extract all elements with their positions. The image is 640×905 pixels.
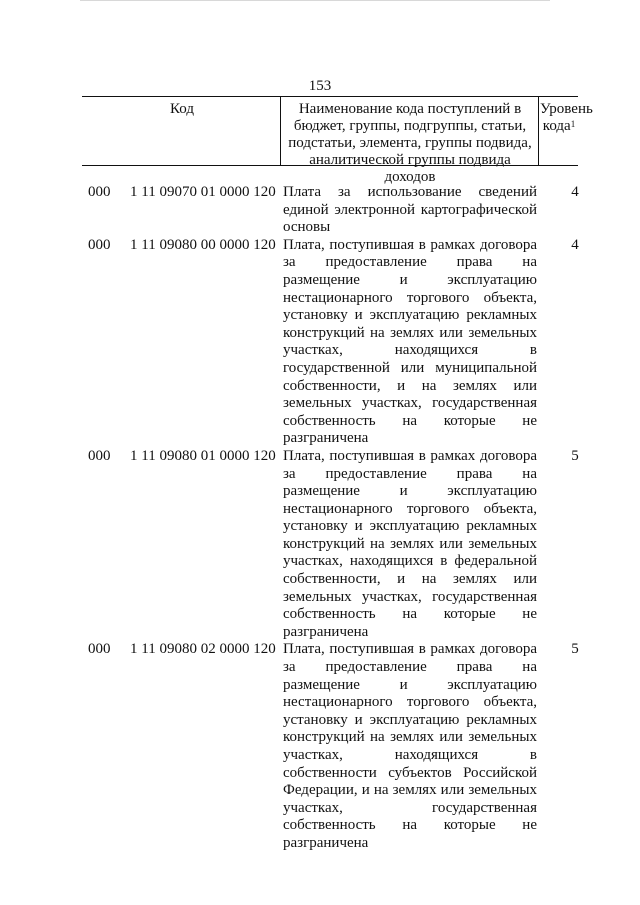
table-row: [0, 184, 640, 237]
row-level: 4: [571, 184, 579, 200]
header-divider: [538, 97, 539, 165]
page-number: 153: [308, 78, 332, 94]
row-code: 1 11 09080 01 0000 120: [130, 447, 276, 464]
header-level: [540, 101, 593, 135]
table-row: [0, 237, 640, 448]
row-name: Плата, поступившая в рамках договора за предоставление права на размещение и эксплуатацию нестационарного торгового объекта, установку и эксплуатацию рекламных конструкций на землях или земельных участках, находящихся в собственности субъектов Российской Федерации, и на землях или земельных участках, государственная собственность на которые не разграничена: [283, 641, 537, 851]
row-level: 4: [571, 236, 579, 253]
header-name: Наименование кода поступлений в бюджет, группы, подгруппы, статьи, подстатьи, элемента, группы подвида, аналитической группы подвида доходов: [288, 101, 532, 185]
row-prefix: 000: [88, 641, 111, 658]
row-level: 5: [571, 641, 579, 658]
table-row: [0, 448, 640, 642]
row-prefix: 000: [88, 236, 111, 253]
row-level: 5: [571, 447, 579, 464]
row-name: Плата, поступившая в рамках договора за предоставление права на размещение и эксплуатацию нестационарного торгового объекта, установку и эксплуатацию рекламных конструкций на землях или земельных участках, находящихся в федеральной собственности, и на землях или земельных участках, государственная собственность на которые не разграничена: [283, 447, 537, 640]
row-code: 1 11 09080 02 0000 120: [130, 641, 276, 658]
scan-top-rule: [80, 0, 550, 1]
header-divider: [280, 97, 281, 165]
row-code: 1 11 09080 00 0000 120: [130, 236, 276, 253]
row-prefix: 000: [88, 184, 111, 200]
header-code: Код: [170, 101, 194, 117]
header-level-footnote: 1: [570, 119, 576, 129]
row-name: Плата, поступившая в рамках договора за предоставление права на размещение и эксплуатацию нестационарного торгового объекта, установку и эксплуатацию рекламных конструкций на землях или земельных участках, находящихся в государственной или муниципальной собственности, и на землях или земельных участках, государственная собственность на которые не разграничена: [283, 236, 537, 447]
row-prefix: 000: [88, 447, 111, 464]
table-body: [0, 184, 640, 853]
header-level-label: Уровень кода: [540, 101, 593, 134]
table-row: [0, 641, 640, 852]
table-header: [82, 96, 593, 185]
row-name: Плата за использование сведений единой электронной картографической основы: [283, 184, 537, 236]
row-code: 1 11 09070 01 0000 120: [130, 184, 276, 200]
